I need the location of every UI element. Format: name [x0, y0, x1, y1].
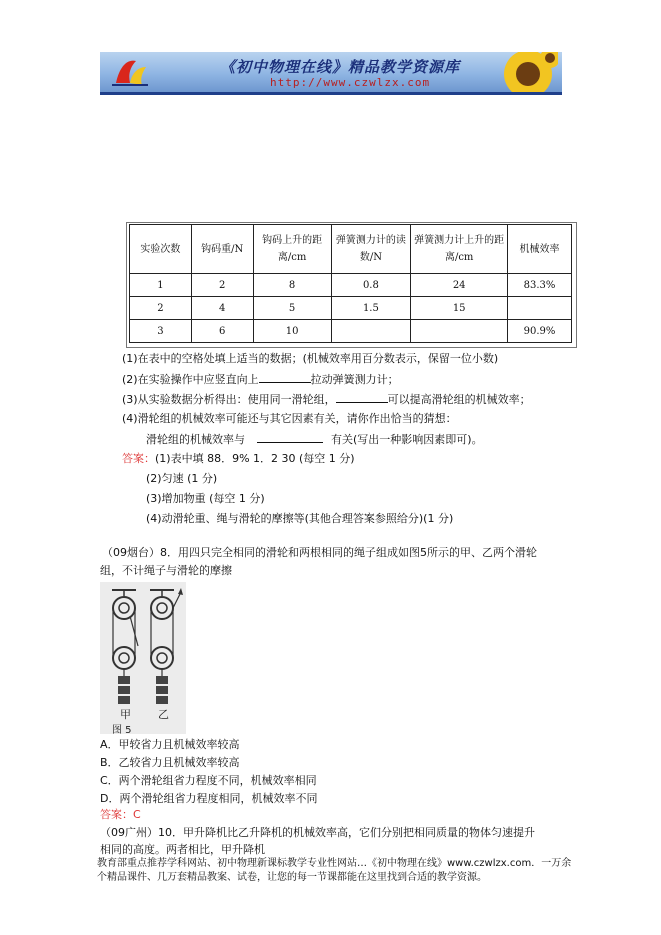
q1-item-3-text: (3)从实验数据分析得出：使用同一滑轮组， — [122, 393, 336, 406]
table-cell: 10 — [253, 320, 331, 343]
answer-blank[interactable] — [336, 392, 388, 403]
answer-blank[interactable] — [257, 432, 323, 443]
q2-option-d: D．两个滑轮组省力程度相同，机械效率不同 — [100, 792, 318, 805]
table-cell — [411, 320, 508, 343]
site-logo-icon — [108, 55, 152, 89]
header-banner — [100, 52, 562, 92]
site-title: 《初中物理在线》精品教学资源库 — [220, 58, 461, 76]
table-cell: 83.3% — [508, 274, 572, 297]
table-cell: 3 — [130, 320, 192, 343]
q1-item-4-guess-tail: 有关(写出一种影响因素即可)。 — [331, 433, 483, 446]
q1-item-3-tail: 可以提高滑轮组的机械效率； — [387, 393, 531, 406]
q2-answer: 答案：C — [100, 808, 141, 821]
table-cell: 4 — [191, 297, 253, 320]
figure-label-jia: 甲 — [120, 708, 131, 721]
q1-answer-1 — [122, 452, 355, 466]
sunflower-icon — [468, 52, 558, 92]
table-row — [130, 320, 572, 343]
site-url[interactable]: http://www.czwlzx.com — [270, 76, 431, 89]
q2-option-c: C．两个滑轮组省力程度不同，机械效率相同 — [100, 774, 317, 787]
table-cell — [508, 297, 572, 320]
table-row — [130, 297, 572, 320]
table-header-cell: 钩码上升的距离/cm — [253, 225, 331, 274]
q1-item-1: (1)在表中的空格处填上适当的数据；(机械效率用百分数表示，保留一位小数) — [122, 352, 499, 365]
q2-option-b: B．乙较省力且机械效率较高 — [100, 756, 240, 769]
figure-label-yi: 乙 — [158, 708, 169, 721]
q1-answer-2: (2)匀速 (1 分) — [146, 472, 218, 485]
table-header-cell: 弹簧测力计上升的距离/cm — [411, 225, 508, 274]
experiment-table — [129, 224, 572, 343]
table-cell: 2 — [130, 297, 192, 320]
q2-stem-line2: 组，不计绳子与滑轮的摩擦 — [100, 564, 232, 577]
q3-line1: （09广州）10．甲升降机比乙升降机的机械效率高，它们分别把相同质量的物体匀速提升 — [100, 826, 535, 839]
figure-caption: 图 5 — [112, 725, 132, 734]
table-cell: 15 — [411, 297, 508, 320]
q1-item-4-guess-text: 滑轮组的机械效率与 — [146, 433, 245, 446]
q3-line2: 相同的高度。两者相比，甲升降机 — [100, 843, 265, 856]
table-header-row — [130, 225, 572, 274]
q1-answer-4: (4)动滑轮重、绳与滑轮的摩擦等(其他合理答案参照给分)(1 分) — [146, 512, 454, 525]
table-cell: 24 — [411, 274, 508, 297]
q1-item-2-tail: 拉动弹簧测力计； — [310, 373, 399, 386]
table-cell: 5 — [253, 297, 331, 320]
table-cell: 0.8 — [331, 274, 411, 297]
table-cell: 2 — [191, 274, 253, 297]
table-cell — [331, 320, 411, 343]
q1-item-4-guess — [146, 432, 483, 447]
table-header-cell: 钩码重/N — [191, 225, 253, 274]
table-cell: 1.5 — [331, 297, 411, 320]
footer — [97, 857, 571, 885]
table-header-cell: 实验次数 — [130, 225, 192, 274]
q1-item-2 — [122, 372, 399, 387]
table-row — [130, 274, 572, 297]
answer-blank[interactable] — [259, 372, 311, 383]
table-cell: 6 — [191, 320, 253, 343]
header-rule — [100, 92, 562, 95]
q1-item-3 — [122, 392, 531, 407]
pulley-figure — [100, 582, 186, 734]
pulley-diagram-icon — [100, 582, 186, 734]
q2-option-a: A．甲较省力且机械效率较高 — [100, 738, 240, 751]
table-header-cell: 机械效率 — [508, 225, 572, 274]
answer-label: 答案： — [122, 452, 155, 465]
table-header-cell: 弹簧测力计的读数/N — [331, 225, 411, 274]
footer-line1: 教育部重点推荐学科网站、初中物理新课标教学专业性网站…《初中物理在线》www.czwlzx.com．一万余 — [97, 858, 572, 869]
footer-line2: 个精品课件、几万套精品教案、试卷，让您的每一节课都能在这里找到合适的教学资源。 — [97, 872, 487, 883]
q2-stem-line1: （09烟台）8．用四只完全相同的滑轮和两根相同的绳子组成如图5所示的甲、乙两个滑轮 — [102, 546, 537, 559]
q1-item-4: (4)滑轮组的机械效率可能还与其它因素有关，请你作出恰当的猜想： — [122, 412, 457, 425]
table-cell: 1 — [130, 274, 192, 297]
q1-item-2-text: (2)在实验操作中应竖直向上 — [122, 373, 259, 386]
table-cell: 90.9% — [508, 320, 572, 343]
q1-answer-1-text: (1)表中填 88．9% 1．2 30 (每空 1 分) — [155, 452, 355, 465]
q1-answer-3: (3)增加物重 (每空 1 分) — [146, 492, 265, 505]
table-cell: 8 — [253, 274, 331, 297]
